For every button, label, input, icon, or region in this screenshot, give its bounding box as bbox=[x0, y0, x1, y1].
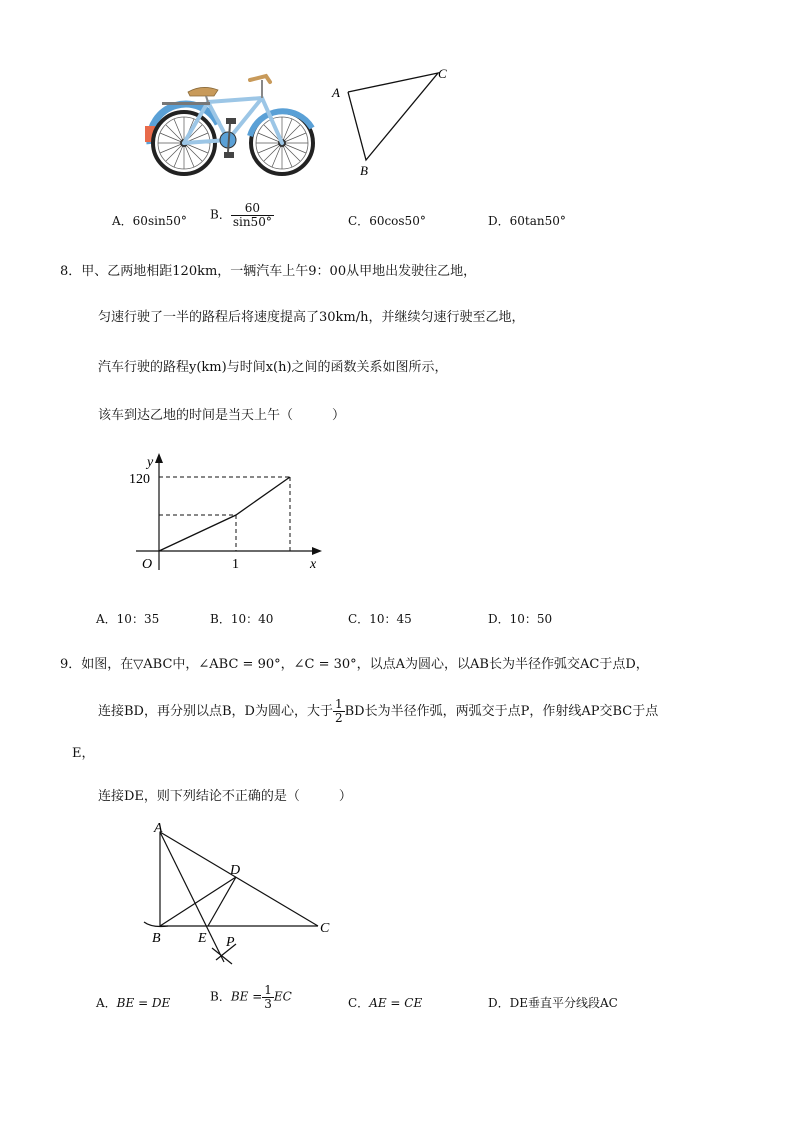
q9-option-a[interactable] bbox=[96, 994, 170, 1011]
option-text: 60sin50° bbox=[132, 214, 187, 228]
point-label-e: E bbox=[198, 931, 207, 946]
q7-option-d[interactable] bbox=[488, 212, 566, 229]
q9-option-b[interactable] bbox=[210, 984, 292, 1010]
q8-option-d[interactable] bbox=[488, 610, 552, 627]
q9-stem-line1: 9．如图，在▽ABC中，∠ABC = 90°，∠C = 30°，以点A为圆心，以AB长为半径作弧交AC于点D， bbox=[60, 657, 649, 672]
option-text: 10：50 bbox=[509, 612, 553, 626]
q9-stem-line2 bbox=[98, 698, 658, 726]
option-text: AE = CE bbox=[369, 996, 423, 1010]
option-text: 10：35 bbox=[116, 612, 160, 626]
origin-label: O bbox=[142, 557, 153, 572]
option-text: BE = DE bbox=[116, 996, 171, 1010]
option-letter: D． bbox=[488, 612, 510, 626]
q8-stem-line4: 该车到达乙地的时间是当天上午（ ） bbox=[98, 408, 346, 423]
point-label-d: D bbox=[230, 863, 241, 878]
option-letter: C． bbox=[348, 996, 370, 1010]
option-text: 60tan50° bbox=[509, 214, 566, 228]
option-letter: C． bbox=[348, 612, 370, 626]
point-label-p: P bbox=[226, 935, 235, 950]
option-text-post: EC bbox=[273, 989, 292, 1004]
triangle-abc-figure bbox=[328, 64, 458, 182]
point-label-c: C bbox=[320, 921, 330, 936]
fraction-numerator: 1 bbox=[264, 983, 272, 997]
q8-option-a[interactable] bbox=[96, 610, 159, 627]
y-axis-label: y bbox=[147, 455, 154, 470]
distance-time-graph bbox=[126, 448, 336, 574]
option-letter: A． bbox=[96, 996, 117, 1010]
option-text: DE垂直平分线段AC bbox=[509, 996, 618, 1010]
q8-stem-line1: 8．甲、乙两地相距120km，一辆汽车上午9：00从甲地出发驶往乙地， bbox=[60, 264, 477, 279]
q8-stem-line2: 匀速行驶了一半的路程后将速度提高了30km/h，并继续匀速行驶至乙地， bbox=[98, 310, 525, 325]
point-label-b: B bbox=[152, 931, 161, 946]
q8-option-c[interactable] bbox=[348, 610, 412, 627]
option-fraction bbox=[262, 984, 274, 1010]
q9-stem-line4: 连接DE，则下列结论不正确的是（ ） bbox=[98, 789, 352, 804]
option-text-pre: BE = bbox=[230, 989, 263, 1004]
fraction-denominator: 2 bbox=[334, 711, 343, 725]
y-tick-label: 120 bbox=[129, 472, 150, 487]
vertex-label-b: B bbox=[360, 163, 368, 178]
fraction-denominator: 3 bbox=[264, 996, 272, 1011]
option-text: 10：40 bbox=[230, 612, 274, 626]
fraction-numerator: 1 bbox=[334, 697, 343, 712]
option-fraction bbox=[231, 202, 274, 228]
q7-option-a[interactable] bbox=[112, 212, 187, 229]
q9-option-c[interactable] bbox=[348, 994, 422, 1011]
x-tick-label: 1 bbox=[232, 557, 239, 572]
option-text: 60cos50° bbox=[369, 214, 426, 228]
x-axis-label: x bbox=[310, 557, 317, 572]
option-text: 10：45 bbox=[369, 612, 412, 626]
option-letter: D． bbox=[488, 214, 510, 228]
q8-stem-line3: 汽车行驶的路程y(km)与时间x(h)之间的函数关系如图所示， bbox=[98, 360, 448, 375]
fraction-numerator: 60 bbox=[231, 202, 274, 216]
q9-stem-line3: E， bbox=[72, 746, 95, 761]
option-letter: B． bbox=[210, 989, 231, 1004]
q7-option-b[interactable] bbox=[210, 202, 274, 228]
option-letter: A． bbox=[112, 214, 133, 228]
option-letter: A． bbox=[96, 612, 117, 626]
q9-option-d[interactable] bbox=[488, 994, 618, 1011]
option-letter: C． bbox=[348, 214, 370, 228]
construction-figure bbox=[138, 818, 338, 968]
q7-option-c[interactable] bbox=[348, 212, 426, 229]
q9-line2-post: BD长为半径作弧，两弧交于点P，作射线AP交BC于点 bbox=[344, 704, 659, 719]
option-letter: B． bbox=[210, 612, 231, 626]
q8-option-b[interactable] bbox=[210, 610, 273, 627]
point-label-a: A bbox=[154, 821, 163, 836]
bicycle-illustration bbox=[140, 66, 320, 178]
vertex-label-a: A bbox=[332, 85, 340, 100]
q9-line2-pre: 连接BD，再分别以点B，D为圆心，大于 bbox=[98, 704, 333, 719]
fraction-denominator: sin50° bbox=[232, 214, 272, 229]
vertex-label-c: C bbox=[438, 66, 447, 81]
q9-fraction bbox=[333, 698, 345, 724]
option-letter: D． bbox=[488, 996, 510, 1010]
distance-polyline bbox=[159, 477, 290, 551]
option-letter: B． bbox=[210, 207, 231, 222]
